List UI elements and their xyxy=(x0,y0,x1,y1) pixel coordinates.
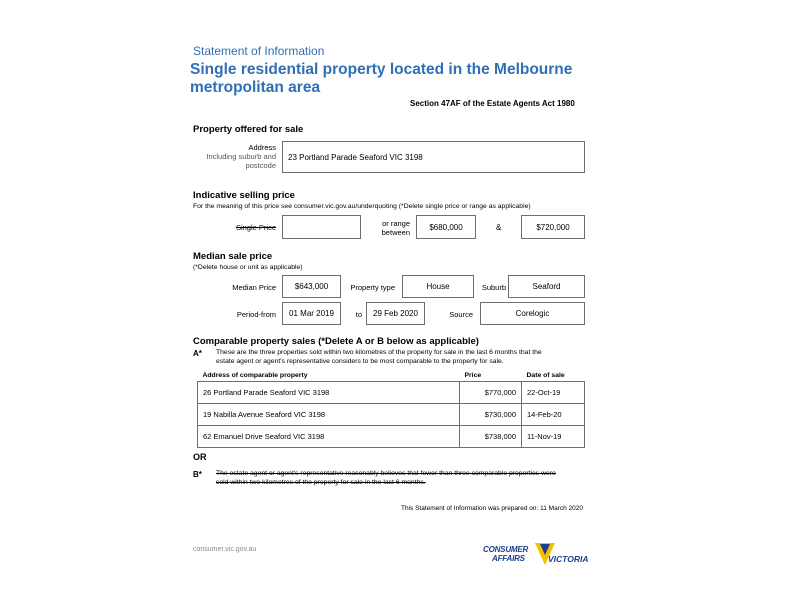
row-date: 11-Nov-19 xyxy=(522,426,585,448)
row-price: $738,000 xyxy=(460,426,522,448)
option-b-text-line1: The estate agent or agent's representative reasonably believes that fewer than three comparable properties were xyxy=(216,470,556,477)
row-price: $730,000 xyxy=(460,404,522,426)
indicative-heading: Indicative selling price xyxy=(193,190,295,201)
period-to-field: 29 Feb 2020 xyxy=(366,302,425,325)
suburb-field: Seaford xyxy=(508,275,585,298)
address-label-sub2: postcode xyxy=(245,161,276,170)
table-row xyxy=(198,382,585,404)
row-date: 14-Feb-20 xyxy=(522,404,585,426)
single-price-label: Single Price xyxy=(235,223,276,232)
source-field: Corelogic xyxy=(480,302,585,325)
option-a-marker: A* xyxy=(193,349,202,358)
indicative-note: For the meaning of this price see consumer.vic.gov.au/underquoting (*Delete single price or range as applicable) xyxy=(193,203,531,210)
logo-text-victoria: VICTORIA xyxy=(548,554,589,564)
address-label-main: Address xyxy=(248,143,276,152)
range-low-field: $680,000 xyxy=(416,215,476,239)
row-address: 62 Emanuel Drive Seaford VIC 3198 xyxy=(198,426,460,448)
property-type-field: House xyxy=(402,275,474,298)
address-field: 23 Portland Parade Seaford VIC 3198 xyxy=(282,141,585,173)
column-header-date: Date of sale xyxy=(526,371,565,379)
row-price: $770,000 xyxy=(460,382,522,404)
suburb-label: Suburb xyxy=(481,283,506,292)
median-note: (*Delete house or unit as applicable) xyxy=(193,264,303,271)
prepared-date: This Statement of Information was prepared on: 11 March 2020 xyxy=(401,505,583,512)
column-header-price: Price xyxy=(464,371,482,379)
range-label xyxy=(365,219,410,237)
property-heading: Property offered for sale xyxy=(193,124,304,135)
source-label: Source xyxy=(449,310,473,319)
logo-text-consumer: CONSUMER xyxy=(483,545,529,554)
address-label xyxy=(195,143,276,170)
table-row xyxy=(198,404,585,426)
median-price-label: Median Price xyxy=(232,283,276,292)
comparable-heading: Comparable property sales (*Delete A or B below as applicable) xyxy=(193,336,479,347)
logo-text-affairs: AFFAIRS xyxy=(492,554,525,563)
section-reference: Section 47AF of the Estate Agents Act 1980 xyxy=(410,99,575,108)
period-from-label: Period-from xyxy=(236,310,276,319)
row-address: 19 Nabilla Avenue Seaford VIC 3198 xyxy=(198,404,460,426)
option-a-text-line1: These are the three properties sold within two kilometres of the property for sale in the last 6 months that the xyxy=(216,349,542,356)
median-price-field: $643,000 xyxy=(282,275,341,298)
supertitle: Statement of Information xyxy=(193,44,325,58)
range-high-field: $720,000 xyxy=(521,215,585,239)
option-b-marker: B* xyxy=(193,470,202,479)
or-separator: OR xyxy=(193,452,207,462)
option-b-text-line2: sold within two kilometres of the property for sale in the last 6 months. xyxy=(216,479,426,486)
period-to-label: to xyxy=(355,310,362,319)
option-a-text-line2: estate agent or agent's representative considers to be most comparable to the property for sale. xyxy=(216,358,504,365)
range-label-line1: or range xyxy=(382,219,410,228)
consumer-affairs-victoria-logo xyxy=(478,542,590,572)
table-header-row xyxy=(198,369,585,382)
address-label-sub1: Including suburb and xyxy=(206,152,276,161)
table-row xyxy=(198,426,585,448)
comparable-table xyxy=(197,369,585,448)
range-label-line2: between xyxy=(381,228,410,237)
property-type-label: Property type xyxy=(350,283,395,292)
row-address: 26 Portland Parade Seaford VIC 3198 xyxy=(198,382,460,404)
footer-website: consumer.vic.gov.au xyxy=(193,546,257,553)
median-heading: Median sale price xyxy=(193,251,273,262)
single-price-field xyxy=(282,215,361,239)
page-title-line1: Single residential property located in the Melbourne xyxy=(190,61,573,78)
column-header-address: Address of comparable property xyxy=(202,371,308,379)
period-from-field: 01 Mar 2019 xyxy=(282,302,341,325)
row-date: 22-Oct-19 xyxy=(522,382,585,404)
range-and-symbol: & xyxy=(496,223,502,232)
page-title-line2: metropolitan area xyxy=(190,79,321,96)
